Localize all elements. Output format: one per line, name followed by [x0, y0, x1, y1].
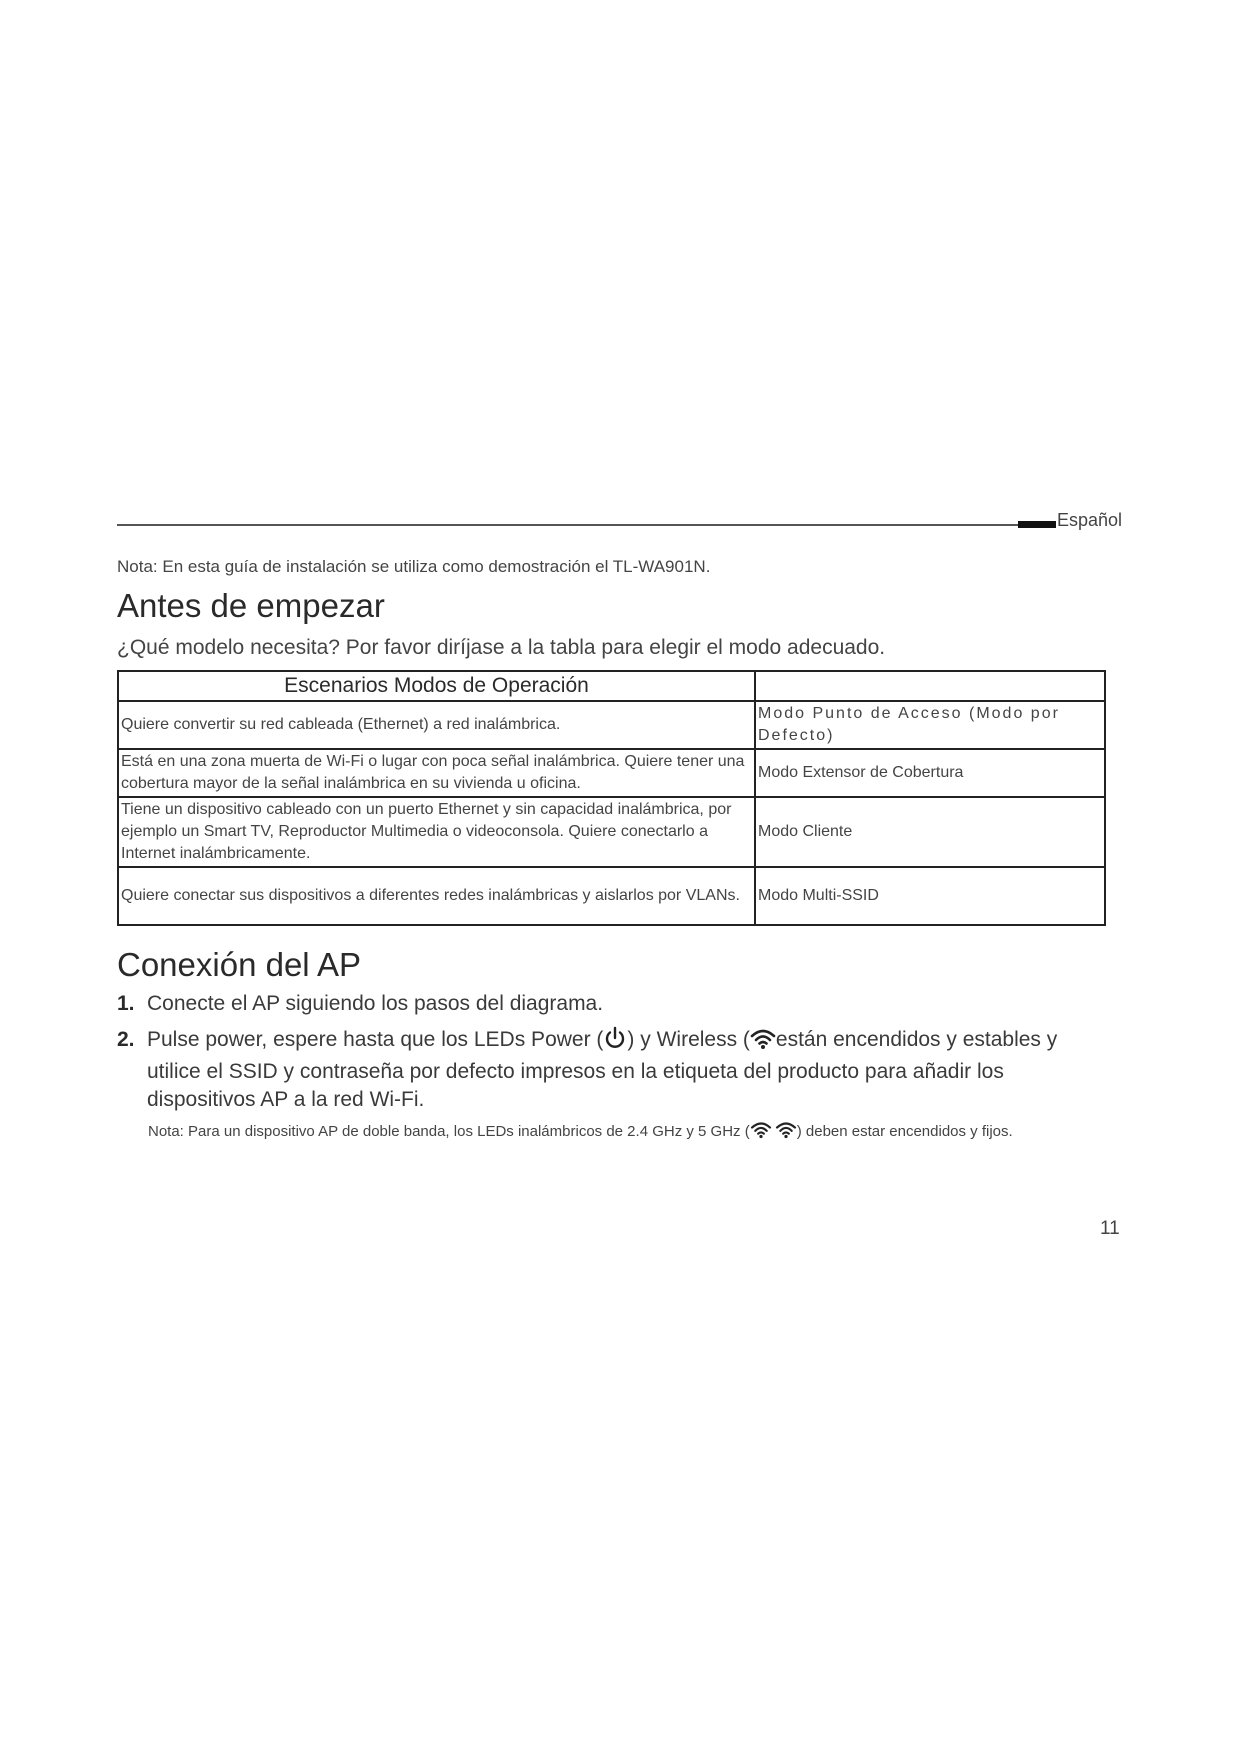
demo-note: Nota: En esta guía de instalación se utiliza como demostración el TL-WA901N. [117, 557, 711, 576]
table-header-scenarios: Escenarios Modos de Operación [118, 671, 755, 701]
list-item [117, 1026, 1097, 1114]
step-text-part1: Pulse power, espere hasta que los LEDs Power ( [147, 1028, 604, 1051]
list-item [117, 990, 1097, 1018]
scenario-cell: Quiere conectar sus dispositivos a diferentes redes inalámbricas y aislarlos por VLANs. [118, 867, 755, 925]
step-text-part3: están encendidos y estables y utilice el SSID y contraseña por defecto impresos en la etiqueta del producto para añadir los dispositivos AP a la red Wi-Fi. [147, 1028, 1058, 1111]
subnote-part2: ) deben estar encendidos y fijos. [796, 1123, 1013, 1140]
header-rule [117, 524, 1030, 526]
step-text: Conecte el AP siguiendo los pasos del diagrama. [147, 992, 604, 1015]
header-accent-bar [1018, 521, 1056, 528]
table-row [118, 749, 1105, 797]
power-icon [603, 1026, 627, 1058]
page-number: 11 [1100, 1218, 1120, 1239]
dual-band-note [148, 1121, 1013, 1143]
step-number: 1. [117, 992, 135, 1015]
modes-table [117, 670, 1106, 926]
table-row [118, 867, 1105, 925]
table-header-row [118, 671, 1105, 701]
step-number: 2. [117, 1028, 135, 1051]
mode-cell: Modo Punto de Acceso (Modo por Defecto) [755, 701, 1105, 749]
section-intro: ¿Qué modelo necesita? Por favor diríjase a la tabla para elegir el modo adecuado. [117, 636, 886, 659]
wifi-icon [750, 1028, 776, 1058]
table-row [118, 797, 1105, 867]
step-text-part2: ) y Wireless ( [627, 1028, 750, 1051]
steps-list [117, 990, 1097, 1122]
table-header-modes [755, 671, 1105, 701]
mode-cell: Modo Extensor de Cobertura [755, 749, 1105, 797]
wifi-5g-icon [775, 1121, 797, 1143]
section-title-ap-connection: Conexión del AP [117, 946, 362, 983]
subnote-part1: Nota: Para un dispositivo AP de doble banda, los LEDs inalámbricos de 2.4 GHz y 5 GHz ( [148, 1123, 750, 1140]
scenario-cell: Quiere convertir su red cableada (Ethernet) a red inalámbrica. [118, 701, 755, 749]
table-row [118, 701, 1105, 749]
scenario-cell: Tiene un dispositivo cableado con un puerto Ethernet y sin capacidad inalámbrica, por ejemplo un Smart TV, Reproductor Multimedia o videoconsola. Quiere conectarlo a Internet inalámbricamente. [118, 797, 755, 867]
language-label: Español [1057, 510, 1123, 530]
wifi-2g-icon [750, 1121, 772, 1143]
mode-cell: Modo Multi-SSID [755, 867, 1105, 925]
mode-cell: Modo Cliente [755, 797, 1105, 867]
section-title-before-start: Antes de empezar [117, 587, 385, 624]
scenario-cell: Está en una zona muerta de Wi-Fi o lugar con poca señal inalámbrica. Quiere tener una cobertura mayor de la señal inalámbrica en su vivienda u oficina. [118, 749, 755, 797]
